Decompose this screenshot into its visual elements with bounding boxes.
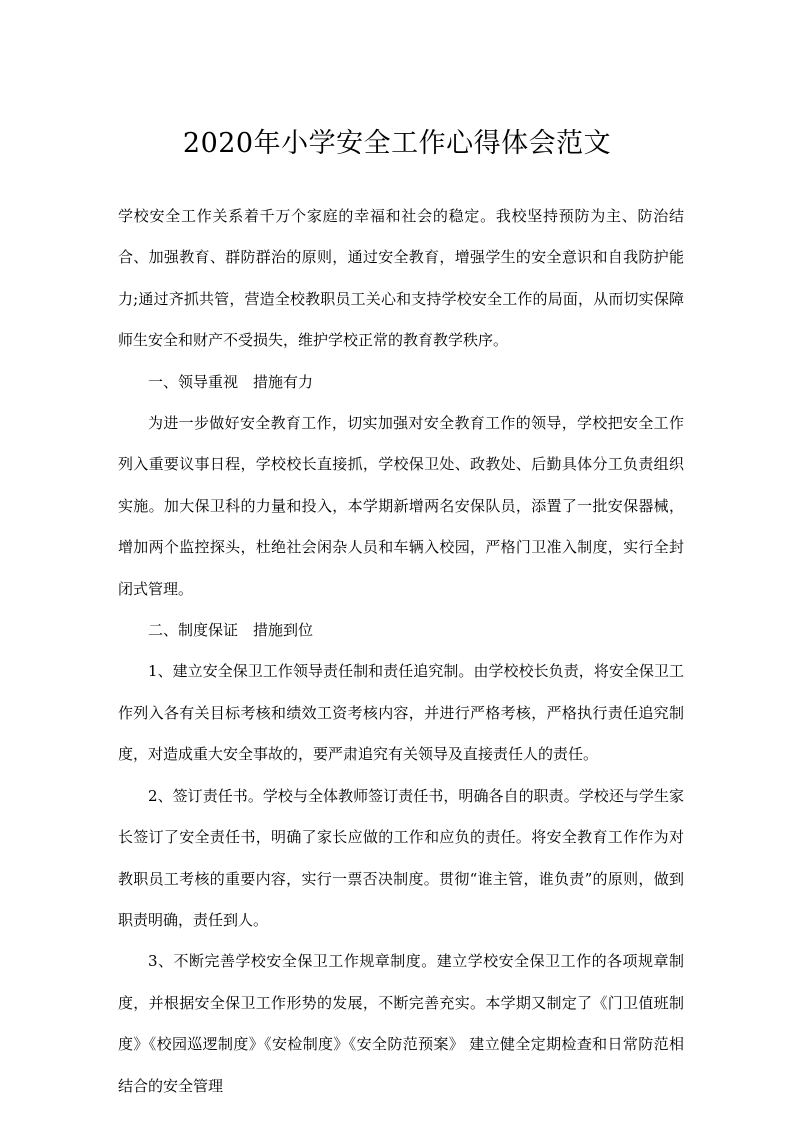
paragraph-intro: 学校安全工作关系着千万个家庭的幸福和社会的稳定。我校坚持预防为主、防治结合、加强教育、群防群治的原则，通过安全教育，增强学生的安全意识和自我防护能力;通过齐抓共管，营造全校教职员工关心和支持学校安全工作的局面，从而切实保障师生安全和财产不受损失，维护学校正常的教育教学秩序。	[118, 207, 684, 350]
paragraph-item-1: 1、建立安全保卫工作领导责任制和责任追究制。由学校校长负责，将安全保卫工作列入各有关目标考核和绩效工资考核内容，并进行严格考核，严格执行责任追究制度，对造成重大安全事故的，要严肃追究有关领导及直接责任人的责任。	[118, 662, 684, 764]
document-title: 2020年小学安全工作心得体会范文	[182, 128, 612, 159]
document-body	[118, 196, 684, 1107]
section-heading-leadership: 一、领导重视 措施有力	[148, 372, 314, 391]
paragraph-item-3: 3、不断完善学校安全保卫工作规章制度。建立学校安全保卫工作的各项规章制度，并根据安全保卫工作形势的发展，不断完善充实。本学期又制定了《门卫值班制度》《校园巡逻制度》《安检制度》《安全防范预案》 建立健全定期检查和日常防范相结合的安全管理	[118, 952, 684, 1095]
paragraph-item-2: 2、签订责任书。学校与全体教师签订责任书，明确各自的职责。学校还与学生家长签订了安全责任书，明确了家长应做的工作和应负的责任。将安全教育工作作为对教职员工考核的重要内容，实行一票否决制度。贯彻“谁主管，谁负责”的原则，做到职责明确，责任到人。	[118, 786, 684, 929]
paragraph-leadership: 为进一步做好安全教育工作，切实加强对安全教育工作的领导，学校把安全工作列入重要议事日程，学校校长直接抓，学校保卫处、政教处、后勤具体分工负责组织实施。加大保卫科的力量和投入，本学期新增两名安保队员，添置了一批安保器械，增加两个监控探头，杜绝社会闲杂人员和车辆入校园，严格门卫准入制度，实行全封闭式管理。	[118, 414, 684, 598]
section-heading-system: 二、制度保证 措施到位	[148, 621, 314, 640]
